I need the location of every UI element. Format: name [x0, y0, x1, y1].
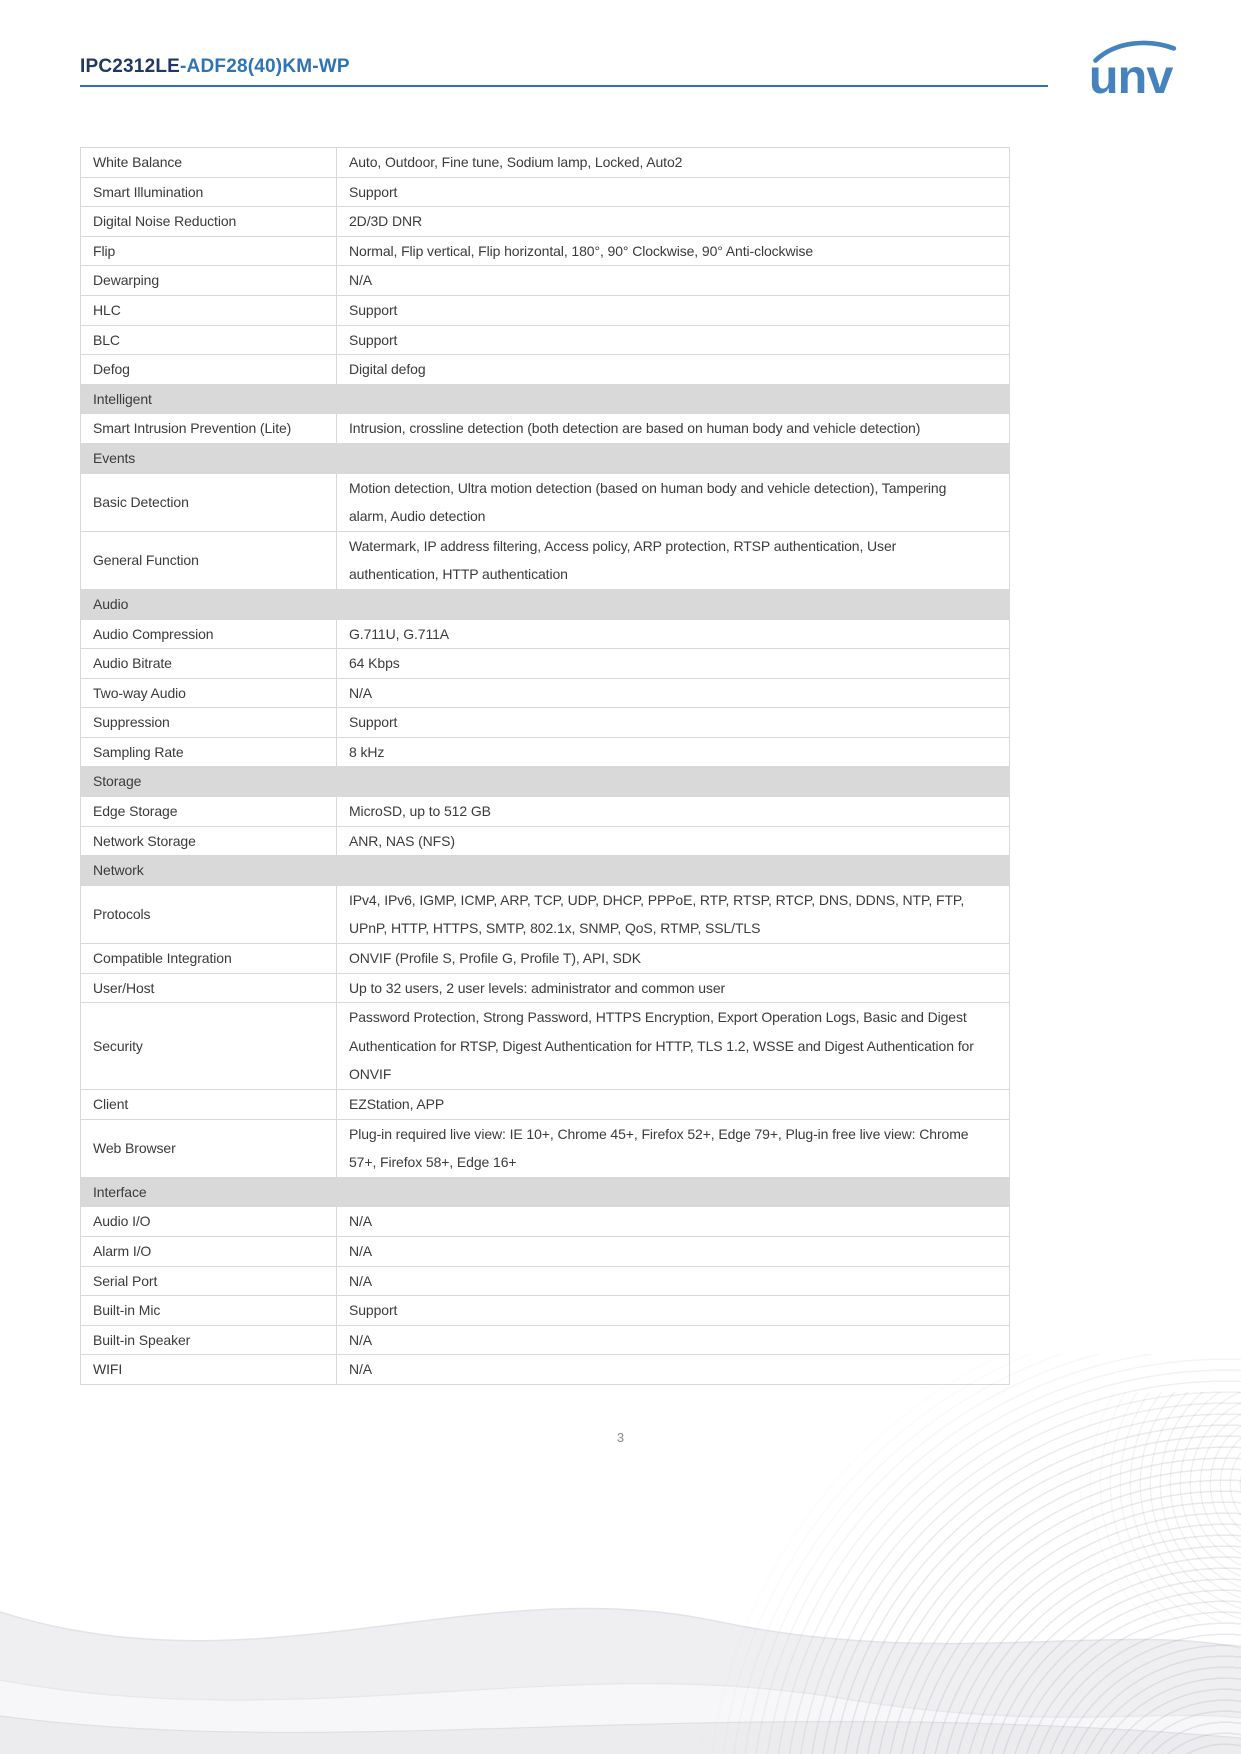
spec-row	[81, 678, 1010, 708]
spec-value: Normal, Flip vertical, Flip horizontal, 180°, 90° Clockwise, 90° Anti-clockwise	[337, 236, 1010, 266]
spec-row	[81, 1296, 1010, 1326]
spec-value: 2D/3D DNR	[337, 207, 1010, 237]
spec-value: Motion detection, Ultra motion detection (based on human body and vehicle detection), Tampering alarm, Audio detection	[337, 473, 1010, 531]
spec-row	[81, 148, 1010, 178]
spec-value: Support	[337, 1296, 1010, 1326]
model-suffix: -ADF28(40)KM-WP	[180, 56, 350, 77]
spec-row	[81, 177, 1010, 207]
spec-label: User/Host	[81, 973, 337, 1003]
spec-label: Client	[81, 1090, 337, 1120]
header-divider	[80, 85, 1048, 87]
spec-row	[81, 826, 1010, 856]
spec-label: Security	[81, 1003, 337, 1090]
spec-row	[81, 355, 1010, 385]
spec-label: Suppression	[81, 708, 337, 738]
spec-value: IPv4, IPv6, IGMP, ICMP, ARP, TCP, UDP, DHCP, PPPoE, RTP, RTSP, RTCP, DNS, DDNS, NTP, FTP, UPnP, HTTP, HTTPS, SMTP, 802.1x, SNMP, QoS, RTMP, SSL/TLS	[337, 885, 1010, 943]
spec-value: MicroSD, up to 512 GB	[337, 797, 1010, 827]
spec-row	[81, 1236, 1010, 1266]
ripple-pattern-bottom-right	[681, 1354, 1241, 1754]
spec-label: Protocols	[81, 885, 337, 943]
spec-value: N/A	[337, 1236, 1010, 1266]
wave-line-mid	[0, 1680, 1241, 1718]
spec-section-row	[81, 589, 1010, 619]
spec-label: Web Browser	[81, 1119, 337, 1177]
spec-section-header: Audio	[81, 589, 1010, 619]
spec-row	[81, 325, 1010, 355]
spec-value: 64 Kbps	[337, 649, 1010, 679]
logo-text: unv	[1088, 50, 1173, 98]
spec-value: N/A	[337, 266, 1010, 296]
spec-row	[81, 973, 1010, 1003]
spec-table-body	[81, 148, 1010, 1385]
spec-value: ONVIF (Profile S, Profile G, Profile T), API, SDK	[337, 944, 1010, 974]
spec-row	[81, 1090, 1010, 1120]
spec-label: BLC	[81, 325, 337, 355]
spec-label: Flip	[81, 236, 337, 266]
spec-section-header: Interface	[81, 1177, 1010, 1207]
spec-label: Two-way Audio	[81, 678, 337, 708]
spec-value: Support	[337, 708, 1010, 738]
spec-row	[81, 1119, 1010, 1177]
spec-value: Watermark, IP address filtering, Access policy, ARP protection, RTSP authentication, User authentication, HTTP authentication	[337, 531, 1010, 589]
spec-value: N/A	[337, 1266, 1010, 1296]
spec-row	[81, 1266, 1010, 1296]
spec-label: Network Storage	[81, 826, 337, 856]
spec-label: Serial Port	[81, 1266, 337, 1296]
wave-line-back	[0, 1608, 1241, 1648]
spec-section-row	[81, 443, 1010, 473]
spec-value: Intrusion, crossline detection (both detection are based on human body and vehicle detection)	[337, 414, 1010, 444]
wave-decoration	[0, 1394, 1241, 1754]
spec-section-header: Intelligent	[81, 384, 1010, 414]
spec-row	[81, 207, 1010, 237]
spec-value: G.711U, G.711A	[337, 619, 1010, 649]
spec-row	[81, 619, 1010, 649]
wave-shape-back	[0, 1608, 1241, 1754]
spec-row	[81, 885, 1010, 943]
wave-shape-front	[0, 1716, 1241, 1754]
spec-label: Built-in Speaker	[81, 1325, 337, 1355]
spec-value: ANR, NAS (NFS)	[337, 826, 1010, 856]
spec-row	[81, 1355, 1010, 1385]
spec-value: Support	[337, 325, 1010, 355]
product-model-title	[80, 56, 1048, 78]
spec-row	[81, 737, 1010, 767]
spec-label: Compatible Integration	[81, 944, 337, 974]
spec-section-row	[81, 767, 1010, 797]
spec-label: Defog	[81, 355, 337, 385]
spec-section-row	[81, 384, 1010, 414]
spec-row	[81, 531, 1010, 589]
spec-value: Support	[337, 177, 1010, 207]
ripple-pattern-right	[1001, 1392, 1241, 1622]
spec-value: Digital defog	[337, 355, 1010, 385]
spec-label: Dewarping	[81, 266, 337, 296]
page-number: 3	[616, 1430, 625, 1445]
spec-value: N/A	[337, 1325, 1010, 1355]
spec-row	[81, 236, 1010, 266]
spec-label: Audio I/O	[81, 1207, 337, 1237]
spec-label: Smart Intrusion Prevention (Lite)	[81, 414, 337, 444]
spec-row	[81, 944, 1010, 974]
spec-row	[81, 266, 1010, 296]
model-prefix: IPC2312LE	[80, 56, 181, 77]
wave-shape-mid	[0, 1680, 1241, 1754]
spec-value: Password Protection, Strong Password, HTTPS Encryption, Export Operation Logs, Basic and Digest Authentication for RTSP, Digest Authentication for HTTP, TLS 1.2, WSSE and Digest Authentication for ONVIF	[337, 1003, 1010, 1090]
page-header	[80, 56, 1048, 87]
spec-value: EZStation, APP	[337, 1090, 1010, 1120]
spec-label: Basic Detection	[81, 473, 337, 531]
spec-label: Digital Noise Reduction	[81, 207, 337, 237]
spec-row	[81, 1325, 1010, 1355]
spec-label: General Function	[81, 531, 337, 589]
spec-label: White Balance	[81, 148, 337, 178]
unv-logo-graphic	[1088, 38, 1200, 98]
spec-row	[81, 1003, 1010, 1090]
spec-row	[81, 708, 1010, 738]
spec-value: Plug-in required live view: IE 10+, Chrome 45+, Firefox 52+, Edge 79+, Plug-in free live view: Chrome 57+, Firefox 58+, Edge 16+	[337, 1119, 1010, 1177]
spec-label: Audio Compression	[81, 619, 337, 649]
spec-label: Audio Bitrate	[81, 649, 337, 679]
spec-row	[81, 1207, 1010, 1237]
spec-section-header: Storage	[81, 767, 1010, 797]
spec-label: Alarm I/O	[81, 1236, 337, 1266]
spec-label: Built-in Mic	[81, 1296, 337, 1326]
spec-label: Edge Storage	[81, 797, 337, 827]
spec-row	[81, 797, 1010, 827]
spec-label: HLC	[81, 295, 337, 325]
spec-row	[81, 414, 1010, 444]
spec-section-header: Network	[81, 856, 1010, 886]
spec-label: Sampling Rate	[81, 737, 337, 767]
spec-label: WIFI	[81, 1355, 337, 1385]
spec-value: N/A	[337, 678, 1010, 708]
spec-row	[81, 649, 1010, 679]
spec-value: 8 kHz	[337, 737, 1010, 767]
spec-label: Smart Illumination	[81, 177, 337, 207]
spec-value: N/A	[337, 1207, 1010, 1237]
spec-section-row	[81, 856, 1010, 886]
spec-value: Support	[337, 295, 1010, 325]
wave-line-front	[0, 1716, 1241, 1738]
spec-value: Up to 32 users, 2 user levels: administrator and common user	[337, 973, 1010, 1003]
spec-table	[80, 147, 1010, 1385]
unv-logo	[1088, 38, 1200, 98]
spec-row	[81, 473, 1010, 531]
spec-value: N/A	[337, 1355, 1010, 1385]
spec-value: Auto, Outdoor, Fine tune, Sodium lamp, Locked, Auto2	[337, 148, 1010, 178]
spec-section-row	[81, 1177, 1010, 1207]
spec-row	[81, 295, 1010, 325]
spec-section-header: Events	[81, 443, 1010, 473]
